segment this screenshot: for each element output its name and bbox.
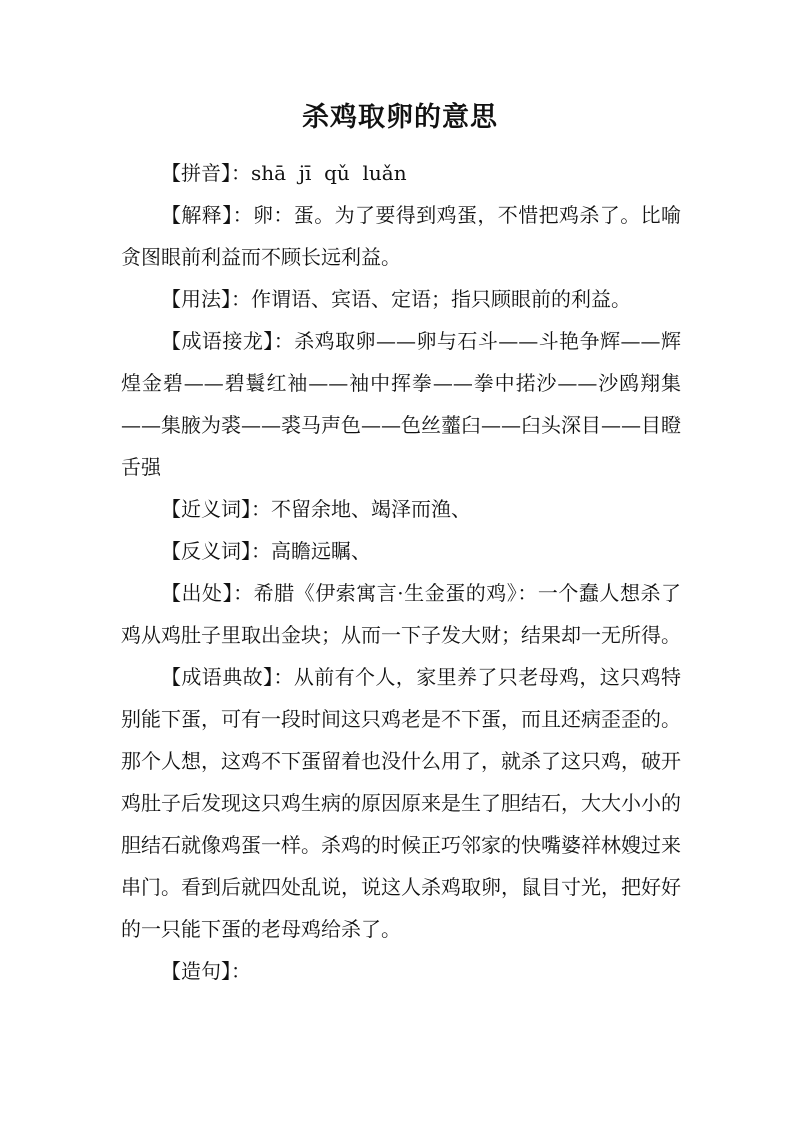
entry-example-sentence: [121, 950, 681, 992]
entry-pinyin: [121, 152, 681, 194]
entry-usage: [121, 278, 681, 320]
entry-story: [121, 656, 681, 950]
entry-label: 【造句】：: [161, 959, 251, 983]
entry-label: 【成语典故】：: [161, 665, 294, 689]
entry-content: 卵：蛋。为了要得到鸡蛋，不惜把鸡杀了。比喻贪图眼前利益而不顾长远利益。: [121, 203, 681, 269]
page-title: 杀鸡取卵的意思: [302, 102, 498, 133]
entry-content: 不留余地、竭泽而渔、: [271, 497, 471, 521]
document-body: [121, 152, 681, 992]
entry-content: 高瞻远瞩、: [271, 539, 371, 563]
entry-content: 希腊《伊索寓言·生金蛋的鸡》：一个蠢人想杀了鸡从鸡肚子里取出金块；从而一下子发大财；结果却一无所得。: [121, 581, 681, 647]
entry-label: 【反义词】：: [161, 539, 271, 563]
entry-content: shā jī qǔ luǎn: [251, 161, 407, 185]
entry-label: 【出处】：: [161, 581, 254, 605]
entry-source: [121, 572, 681, 656]
entry-explanation: [121, 194, 681, 278]
entry-content: 作谓语、宾语、定语；指只顾眼前的利益。: [251, 287, 631, 311]
entry-label: 【近义词】：: [161, 497, 271, 521]
entry-antonyms: [121, 530, 681, 572]
entry-label: 【拼音】：: [161, 161, 251, 185]
entry-label: 【解释】：: [161, 203, 253, 227]
entry-content: 杀鸡取卵——卵与石斗——斗艳争辉——辉煌金碧——碧鬟红袖——袖中挥拳——拳中掿沙——沙鸥翔集——集腋为裘——裘马声色——色丝虀臼——臼头深目——目瞪舌强: [121, 329, 682, 479]
entry-label: 【成语接龙】：: [161, 329, 295, 353]
entry-label: 【用法】：: [161, 287, 251, 311]
entry-content: 从前有个人，家里养了只老母鸡，这只鸡特别能下蛋，可有一段时间这只鸡老是不下蛋，而且还病歪歪的。那个人想，这鸡不下蛋留着也没什么用了，就杀了这只鸡，破开鸡肚子后发现这只鸡生病的原因原来是生了胆结石，大大小小的胆结石就像鸡蛋一样。杀鸡的时候正巧邻家的快嘴婆祥林嫂过来串门。看到后就四处乱说，说这人杀鸡取卵，鼠目寸光，把好好的一只能下蛋的老母鸡给杀了。: [121, 665, 682, 941]
entry-idiom-chain: [121, 320, 681, 488]
entry-synonyms: [121, 488, 681, 530]
